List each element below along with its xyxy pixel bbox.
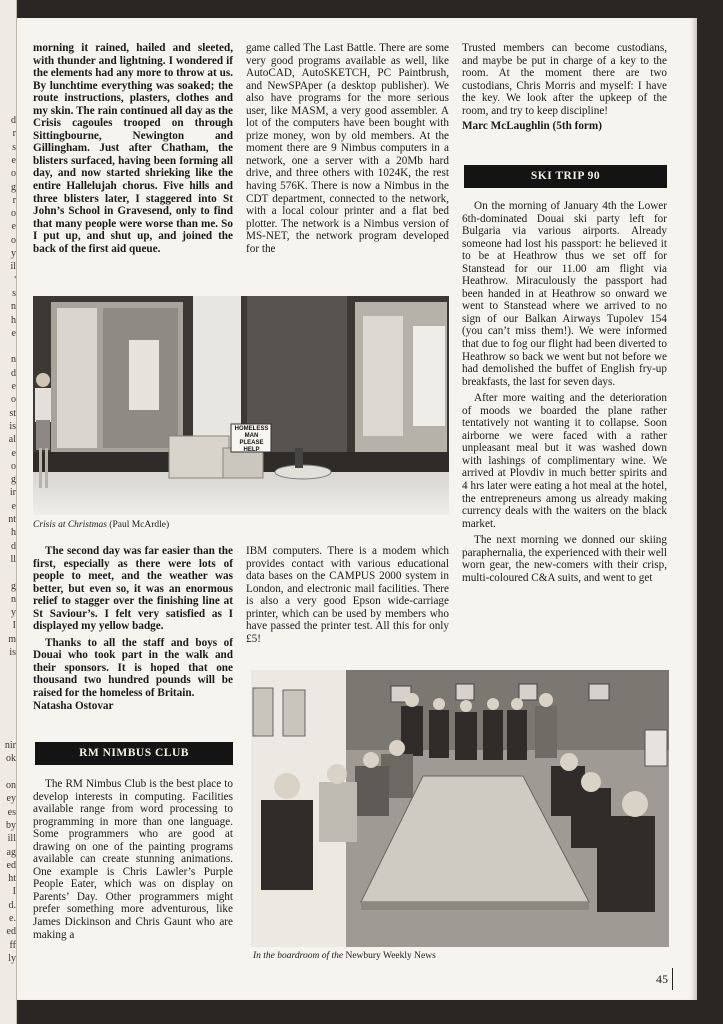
boardroom-photo-image	[251, 670, 669, 947]
caption-newspaper: Newbury Weekly News	[345, 951, 436, 961]
facing-page-fragment: o	[11, 394, 16, 406]
crisis-walk-ending	[33, 545, 233, 712]
ski-paragraph: After more waiting and the deterioration of moods we boarded the plane rather tentatively not wanting it to collapse. Soon airborne we were faced with a rather unpleasant meal but it was washed down with lashings of complimentary wine. We arrived at Plovdiv in much better spirits and 4 hrs later were eating a hot meal at the hotel, the entrepreneurs among us already making currency deals with the waiters on the black market.	[462, 392, 667, 530]
facing-page-fragment: il	[10, 261, 16, 273]
facing-page-fragment: h	[11, 314, 16, 326]
facing-page-fragment: e	[11, 500, 16, 512]
page-number-rule	[672, 968, 673, 990]
ski-trip-heading: SKI TRIP 90	[464, 165, 667, 188]
rm-nimbus-article	[33, 778, 233, 941]
facing-page-fragment: st	[9, 407, 16, 419]
facing-page-fragment: o	[11, 208, 16, 220]
facing-page-fragment: ed	[6, 926, 16, 938]
facing-page-fragment: n	[11, 354, 16, 366]
facing-page-fragment: o	[11, 460, 16, 472]
crisis-walk-continued	[33, 42, 233, 255]
facing-page-fragment: ly	[8, 952, 16, 964]
page-number: 45	[656, 972, 668, 986]
facing-page-fragment: o	[11, 234, 16, 246]
nimbus-club-end	[462, 42, 667, 133]
facing-page-fragment: e	[11, 221, 16, 233]
facing-page-fragment: e.	[9, 913, 16, 924]
nimbus-club-middle	[246, 545, 449, 645]
nimbus-paragraph-bottom: IBM computers. There is a modem which provides contact with various educational data bases on the CAMPUS 2000 system in London, and electronic mail facilities. There is also a very good Epson wide-carriage printer, which can be used by members who have passed the printer test. All this for only £5!	[246, 545, 449, 645]
homeless-sign-text: HOMELESS MAN PLEASE HELP	[234, 426, 269, 453]
facing-page-fragment: is	[9, 647, 16, 658]
facing-page-fragment: ill	[7, 833, 16, 845]
facing-page-fragment: nt	[8, 514, 16, 525]
boardroom-photo	[251, 670, 669, 947]
nimbus-paragraph-top: game called The Last Battle. There are some very good programs available as well, like AutoCAD, AutoSKETCH, PC Paintbrush, and NewSPAper (a desktop publisher). We also have programs for the more serious user, like MASM, a very good assembler. A lot of the computers have been bought with prize money, won by old members. At the moment there are 9 Nimbus computers in a network, one a server with a 20Mb hard drive, and three others with 1024K, the rest having 576K. There is now a Nimbus in the CDT department, connected to the network, with a local colour printer and a flat bed plotter. The network is a Nimbus version of MS-NET, the network program developed for the	[246, 42, 449, 255]
facing-page-fragment: e	[11, 327, 16, 339]
facing-page-fragment: s	[12, 287, 16, 299]
facing-page-fragment: y	[11, 607, 16, 619]
facing-page-fragment: y	[11, 248, 16, 259]
facing-page-fragment: g	[11, 474, 16, 486]
magazine-page	[17, 18, 697, 1000]
facing-page-fragment: ht	[8, 873, 16, 885]
rm-nimbus-paragraph: The RM Nimbus Club is the best place to develop interests in computing. Facilities available range from word processing to programming in more than one language. Some programmers who are good at drawing on one of the painting programs available can create stunning animations. One example is Chris Lawler’s Purple People Eater, which was on display on Parents’ Day. Other programmers might prefer something more adventurous, like James Dickinson and Chris Gaunt who are making a	[33, 778, 233, 941]
caption-title: In the boardroom of the	[253, 951, 344, 961]
facing-page-fragment: s	[12, 141, 16, 153]
facing-page-fragment: e	[11, 381, 16, 392]
facing-page-fragment: ey	[6, 793, 16, 805]
caption-credit: (Paul McArdle)	[109, 520, 170, 530]
facing-page-fragment: m	[8, 633, 16, 645]
crisis-paragraph: The second day was far easier than the first, especially as there were lots of people to meet, and the weather was better, but even so, it was an enormous relief to stagger over the finishing line at St Saviour’s. I felt very satisfied as I displayed my yellow badge.	[33, 545, 233, 633]
facing-page-fragment: d	[11, 115, 16, 126]
facing-page-fragment: r	[12, 128, 16, 140]
facing-page-fragment: is	[9, 420, 16, 432]
facing-page-fragment: ir	[9, 487, 16, 499]
crisis-photo-image	[33, 296, 449, 515]
caption-title: Crisis at Christmas	[33, 520, 107, 530]
facing-page-fragment: d	[11, 367, 16, 379]
crisis-photo-caption	[33, 520, 169, 530]
facing-page-fragment: r	[12, 194, 16, 206]
facing-page-fragment: d.	[8, 899, 16, 911]
facing-page-fragment: o	[11, 168, 16, 180]
facing-page-fragment: h	[11, 527, 16, 539]
facing-page-fragment: ll	[10, 553, 16, 565]
facing-page-fragment: e	[11, 447, 16, 459]
facing-page-fragment: I	[12, 886, 16, 898]
facing-page-fragment: al	[8, 434, 16, 446]
facing-page-edge	[0, 0, 17, 1024]
facing-page-fragment: '	[14, 274, 16, 286]
custodians-paragraph: Trusted members can become custodians, and maybe be put in charge of a key to the room. At the moment there are two custodians, Chris Morris and myself: I have the key. We look after the upkeep of the room, and try to keep discipline!	[462, 42, 667, 117]
crisis-photo	[33, 296, 449, 515]
facing-page-fragment: g	[11, 181, 16, 193]
facing-page-fragment: es	[7, 806, 16, 818]
facing-page-fragment: by	[6, 819, 16, 831]
boardroom-photo-caption	[253, 951, 436, 961]
facing-page-fragment: n	[11, 593, 16, 605]
facing-page-fragment: g	[11, 580, 16, 592]
facing-page-fragment: on	[6, 780, 16, 791]
rm-nimbus-heading: RM NIMBUS CLUB	[35, 742, 233, 765]
crisis-paragraph: Thanks to all the staff and boys of Douai who took part in the walk and their sponsors. It is hoped that one thousand two hundred pounds will be raised for the homeless of Britain.	[33, 636, 233, 700]
facing-page-fragment: n	[11, 301, 16, 313]
ski-trip-article	[462, 200, 667, 584]
crisis-walk-paragraph: morning it rained, hailed and sleeted, with thunder and lightning. I wondered if the elements had any more to throw at us. By lunchtime everything was soaked; the route instructions, plasters, clothes and my skin. The rain continued all day as the Crisis cagoules trooped on through Sittingbourne, Newington and Gillingham. Just after Chatham, the blisters surfaced, having been forming all day, and now started shrieking like the entire Hallelujah chorus. Five hills and three blisters later, I staggered into St John’s School in Gravesend, only to find that many people were worse than me. So I put up, and shut up, and joined the back of the first aid queue.	[33, 42, 233, 255]
facing-page-fragment: d	[11, 540, 16, 552]
crisis-signature: Natasha Ostovar	[33, 699, 114, 712]
facing-page-fragment: ed	[6, 859, 16, 871]
ski-paragraph: The next morning we donned our skiing paraphernalia, the experienced with their well worn gear, the new-comers with their crisp, multi-coloured C&A suits, and went to get	[462, 534, 668, 584]
facing-page-fragment: I	[12, 620, 16, 632]
facing-page-fragment: ok	[6, 753, 16, 765]
author-signature: Marc McLaughlin (5th form)	[462, 120, 602, 133]
facing-page-fragment: e	[11, 154, 16, 166]
facing-page-fragment: nir	[4, 740, 16, 752]
facing-page-fragment: ff	[9, 939, 16, 951]
ski-paragraph: On the morning of January 4th the Lower 6th-dominated Douai ski party left for Bulgaria via various airports. Already someone had lost his passport: he believed it to be at Heathrow thus we set off for Stanstead for our 11.00 am flight via Heathrow. Miraculously the passport had been handed in at Heathrow so onward we went to Stanstead where we arrived to no sign of our Balkan Airways Tupolev 154 (you can’t miss them!). We were informed that due to fog our flight had been diverted to Heathrow so back we went but not before we had demolished the buffet of English fry-up breakfasts, the last for seven days.	[462, 200, 667, 388]
facing-page-fragment: ag	[6, 846, 16, 858]
nimbus-club-continued	[246, 42, 449, 255]
